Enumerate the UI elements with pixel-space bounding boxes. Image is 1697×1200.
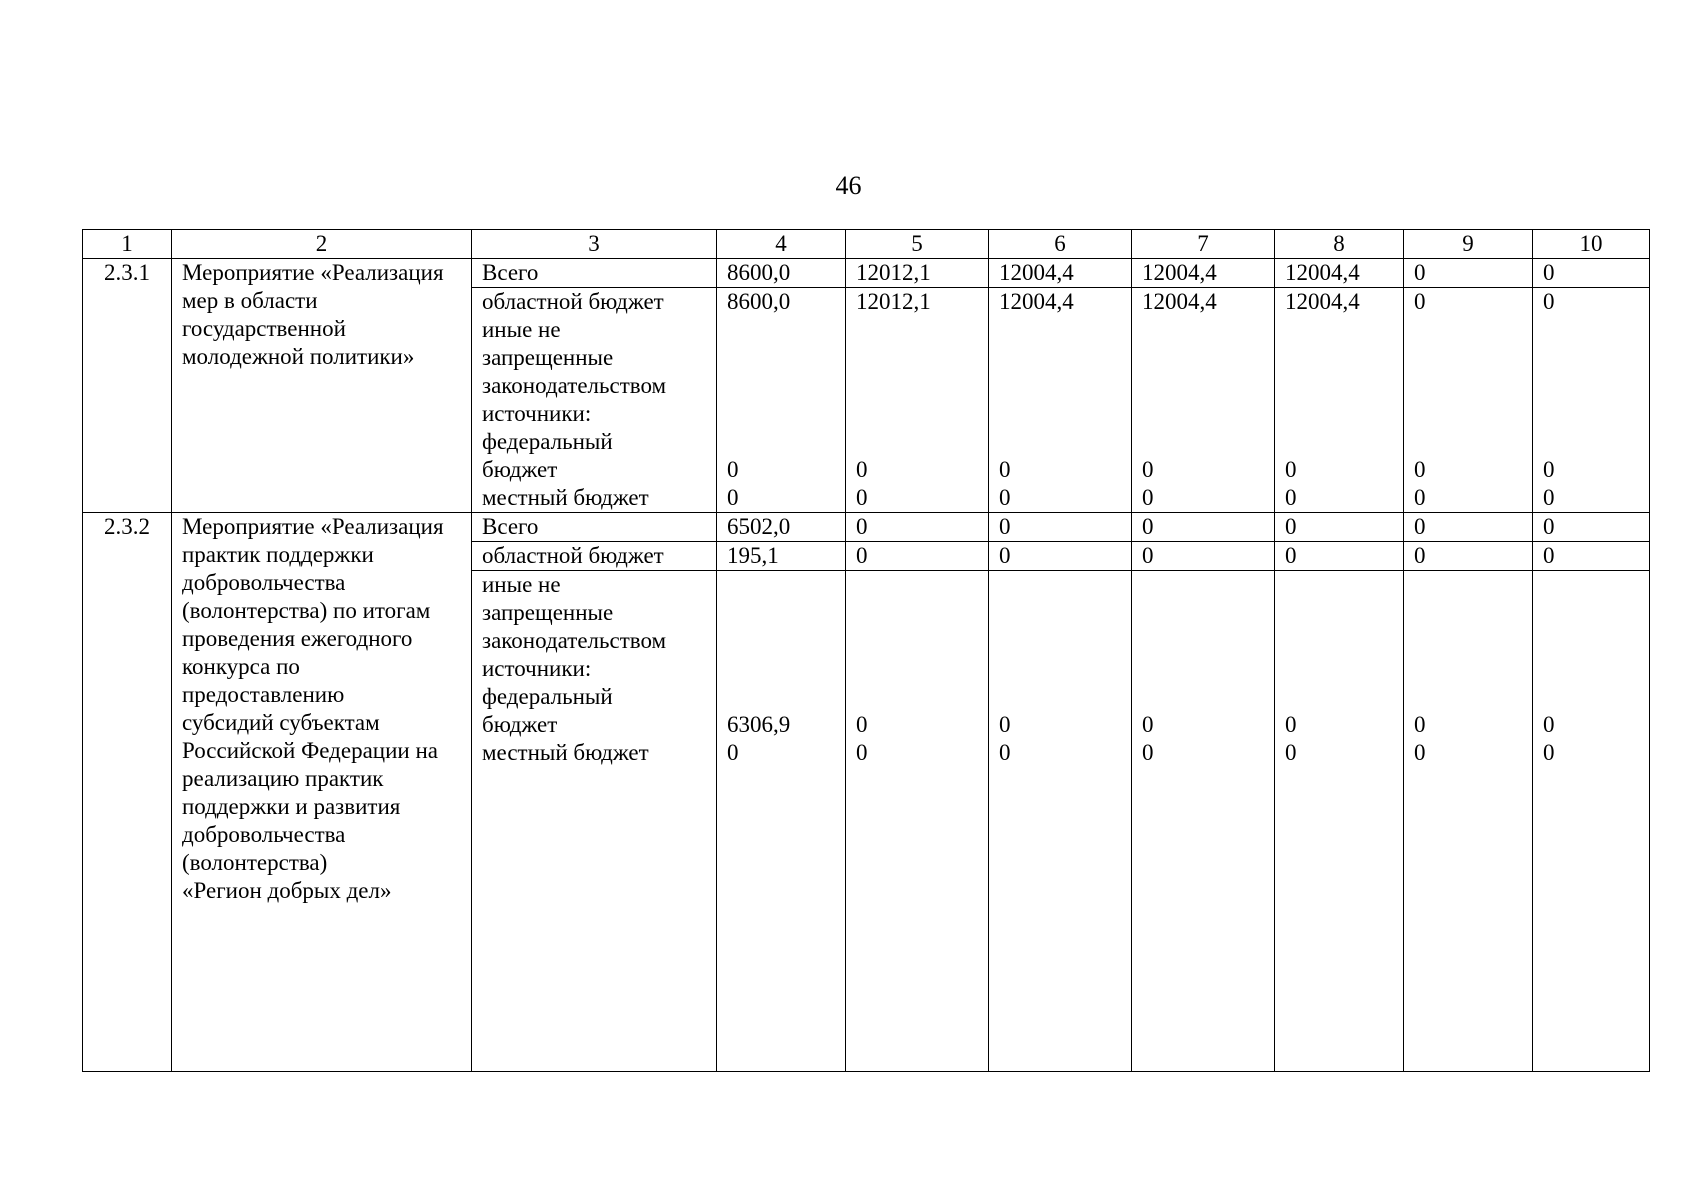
value-cell: 0 xyxy=(1275,542,1404,571)
value-cell: 12012,1 0 0 xyxy=(846,288,989,513)
value-cell: 0 xyxy=(1533,513,1650,542)
value-cell: 0 xyxy=(989,542,1132,571)
value-cell: 0 xyxy=(1132,542,1275,571)
funding-source: областной бюджет xyxy=(472,542,717,571)
value-cell: 6502,0 xyxy=(717,513,846,542)
row-number: 2.3.2 xyxy=(83,513,172,1072)
value-cell: 12004,4 0 0 xyxy=(1275,288,1404,513)
header-cell: 7 xyxy=(1132,230,1275,259)
value-cell: 0 xyxy=(1404,542,1533,571)
header-cell: 2 xyxy=(172,230,472,259)
header-cell: 3 xyxy=(472,230,717,259)
value-cell: 0 xyxy=(1132,513,1275,542)
value-cell: 6306,9 0 xyxy=(717,571,846,1072)
value-cell: 0 xyxy=(846,542,989,571)
value-cell: 0 0 xyxy=(1275,571,1404,1072)
page-number: 46 xyxy=(835,171,862,200)
value-cell: 12004,4 0 0 xyxy=(1132,288,1275,513)
funding-source: иные не запрещенные законодательством источники: федеральный бюджет местный бюджет xyxy=(472,571,717,1072)
header-cell: 1 xyxy=(83,230,172,259)
value-cell: 12004,4 xyxy=(1275,259,1404,288)
header-cell: 6 xyxy=(989,230,1132,259)
measure-name: Мероприятие «Реализация мер в области государственной молодежной политики» xyxy=(172,259,472,513)
header-cell: 9 xyxy=(1404,230,1533,259)
value-cell: 0 0 0 xyxy=(1404,288,1533,513)
value-cell: 195,1 xyxy=(717,542,846,571)
row-number: 2.3.1 xyxy=(83,259,172,513)
value-cell: 0 0 xyxy=(1404,571,1533,1072)
value-cell: 0 xyxy=(846,513,989,542)
value-cell: 0 0 xyxy=(1132,571,1275,1072)
value-cell: 12012,1 xyxy=(846,259,989,288)
value-cell: 0 0 xyxy=(989,571,1132,1072)
table-row xyxy=(83,259,1650,288)
value-cell: 0 0 xyxy=(1533,571,1650,1072)
value-cell: 0 xyxy=(1533,542,1650,571)
funding-source: областной бюджет иные не запрещенные законодательством источники: федеральный бюджет местный бюджет xyxy=(472,288,717,513)
funding-source: Всего xyxy=(472,513,717,542)
header-cell: 4 xyxy=(717,230,846,259)
value-cell: 0 xyxy=(1275,513,1404,542)
value-cell: 12004,4 0 0 xyxy=(989,288,1132,513)
value-cell: 12004,4 xyxy=(1132,259,1275,288)
table-row xyxy=(83,513,1650,542)
header-cell: 5 xyxy=(846,230,989,259)
value-cell: 0 xyxy=(1404,259,1533,288)
value-cell: 0 0 0 xyxy=(1533,288,1650,513)
value-cell: 0 xyxy=(1404,513,1533,542)
measure-name: Мероприятие «Реализация практик поддержки добровольчества (волонтерства) по итогам проведения ежегодного конкурса по предоставлению субсидий субъектам Российской Федерации на реализацию практик поддержки и развития добровольчества (волонтерства) «Регион добрых дел» xyxy=(172,513,472,1072)
header-cell: 10 xyxy=(1533,230,1650,259)
value-cell: 8600,0 0 0 xyxy=(717,288,846,513)
value-cell: 0 xyxy=(989,513,1132,542)
budget-table xyxy=(82,229,1650,1072)
value-cell: 0 xyxy=(1533,259,1650,288)
header-cell: 8 xyxy=(1275,230,1404,259)
value-cell: 0 0 xyxy=(846,571,989,1072)
value-cell: 12004,4 xyxy=(989,259,1132,288)
value-cell: 8600,0 xyxy=(717,259,846,288)
table-header-row xyxy=(83,230,1650,259)
funding-source: Всего xyxy=(472,259,717,288)
